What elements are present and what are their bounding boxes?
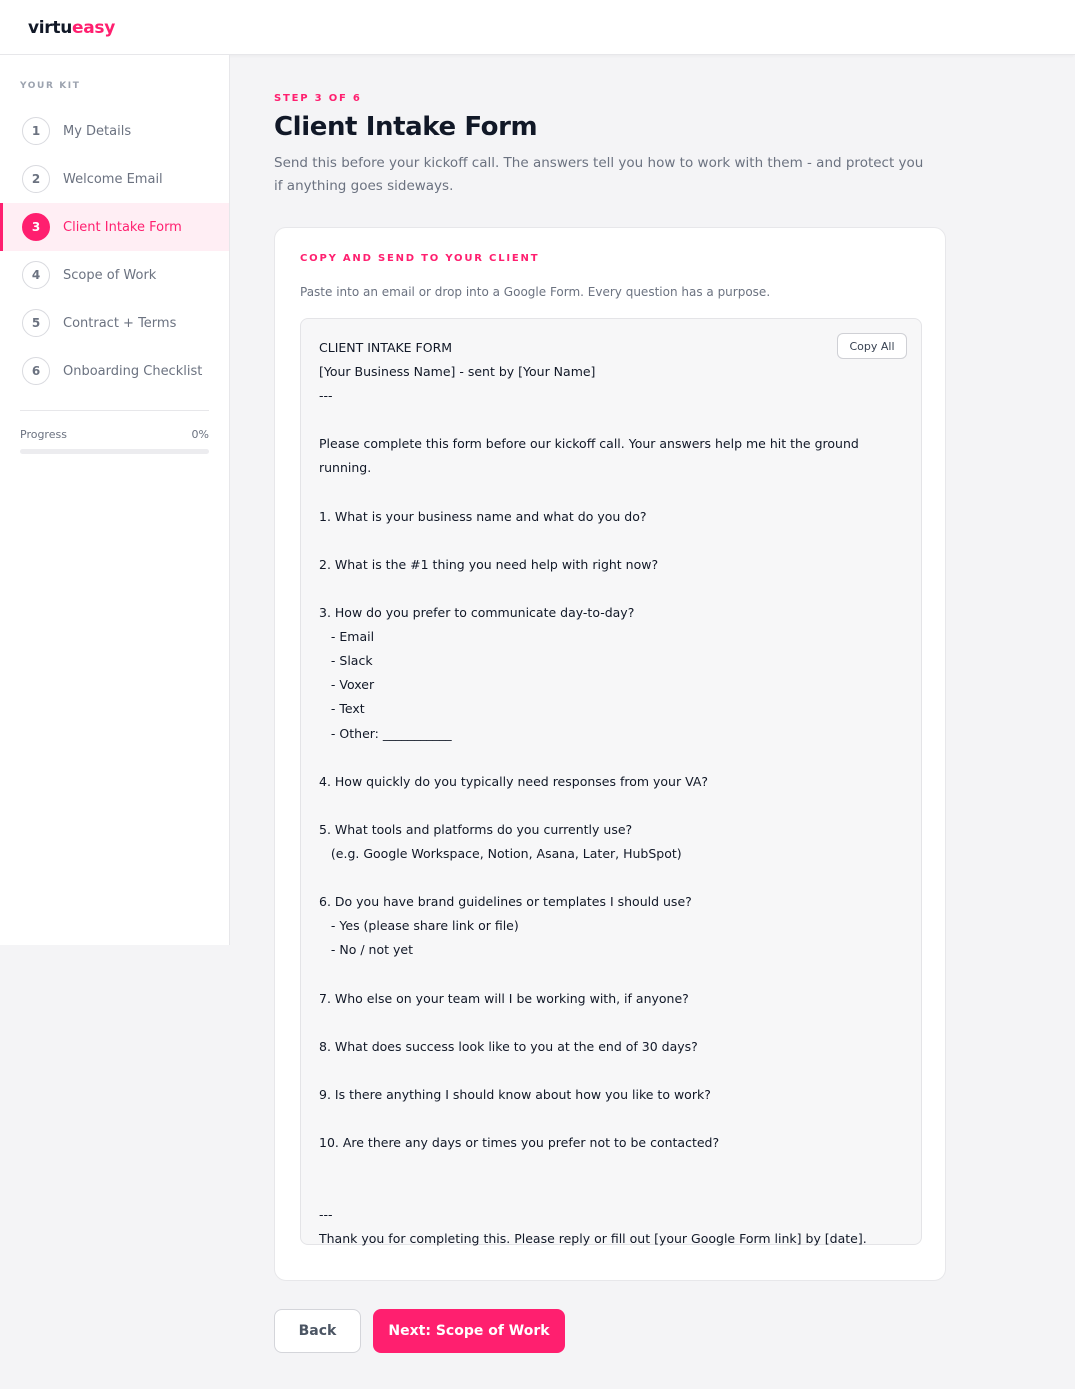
sidebar-item-label: Welcome Email <box>63 171 163 187</box>
sidebar-item-client-intake-form[interactable] <box>0 203 229 251</box>
step-number-badge: 2 <box>22 165 50 193</box>
sidebar-item-label: Contract + Terms <box>63 315 177 331</box>
sidebar-item-label: Onboarding Checklist <box>63 363 203 379</box>
card-description: Paste into an email or drop into a Google Form. Every question has a purpose. <box>300 285 771 299</box>
next-button[interactable]: Next: Scope of Work <box>373 1309 565 1353</box>
sidebar-nav <box>0 107 229 395</box>
progress-row <box>20 428 209 441</box>
sidebar-item-my-details[interactable] <box>0 107 229 155</box>
sidebar-item-welcome-email[interactable] <box>0 155 229 203</box>
template-card <box>274 227 946 1281</box>
card-heading: COPY AND SEND TO YOUR CLIENT <box>300 253 540 264</box>
form-template-text[interactable]: CLIENT INTAKE FORM [Your Business Name] - sent by [Your Name] --- Please complete this form before our kickoff call. Your answers help me hit the ground running. 1. What is your business name and what do you do? 2. What is the #1 thing you need help with right now? 3. How do you prefer to communicate day-to-day? - Email - Slack - Voxer - Text - Other: ___________ 4. How quickly do you typically need responses from your VA? 5. What tools and platforms do you currently use? (e.g. Google Workspace, Notion, Asana, Later, HubSpot) 6. Do you have brand guidelines or templates I should use? - Yes (please share link or file) - No / not yet 7. Who else on your team will I be working with, if anyone? 8. What does success look like to you at the end of 30 days? 9. Is there anything I should know about how you like to work? 10. Are there any days or times you prefer not to be contacted? --- Thank you for completing this. Please reply or fill out [your Google Form link] by [date]. <box>319 340 867 1247</box>
sidebar-item-onboarding-checklist[interactable] <box>0 347 229 395</box>
brand-logo-part2: easy <box>72 18 116 38</box>
page-title: Client Intake Form <box>274 112 538 142</box>
sidebar-divider <box>20 410 209 411</box>
progress-label: Progress <box>20 428 67 441</box>
progress-value: 0% <box>191 428 209 441</box>
progress-bar <box>20 449 209 454</box>
brand-logo[interactable] <box>28 18 115 38</box>
page-subtitle: Send this before your kickoff call. The answers tell you how to work with them - and protect you if anything goes sideways. <box>274 155 924 194</box>
sidebar-item-contract-terms[interactable] <box>0 299 229 347</box>
form-template-box[interactable] <box>300 318 922 1245</box>
brand-logo-part1: virtu <box>28 18 73 38</box>
sidebar-item-label: Scope of Work <box>63 267 157 283</box>
step-number-badge: 4 <box>22 261 50 289</box>
copy-all-button[interactable]: Copy All <box>837 333 907 359</box>
back-button[interactable]: Back <box>274 1309 361 1353</box>
sidebar-section-label: YOUR KIT <box>20 81 81 91</box>
sidebar-item-label: My Details <box>63 123 132 139</box>
sidebar <box>0 55 230 945</box>
step-number-badge: 6 <box>22 357 50 385</box>
top-bar <box>0 0 1075 55</box>
step-indicator: STEP 3 OF 6 <box>274 93 362 104</box>
step-number-badge: 3 <box>22 213 50 241</box>
sidebar-item-label: Client Intake Form <box>63 219 182 235</box>
step-number-badge: 1 <box>22 117 50 145</box>
sidebar-item-scope-of-work[interactable] <box>0 251 229 299</box>
step-number-badge: 5 <box>22 309 50 337</box>
